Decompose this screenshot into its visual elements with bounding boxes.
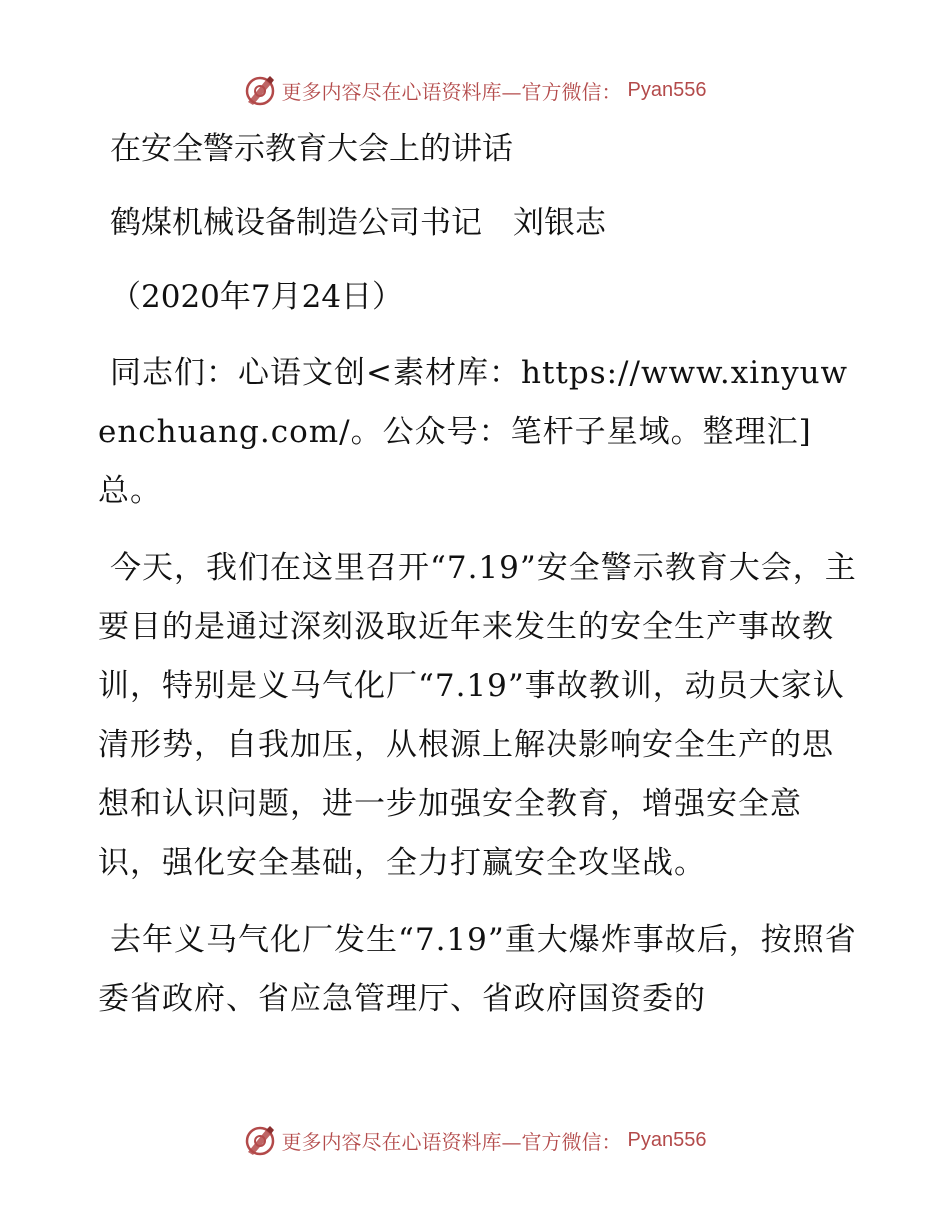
pen-logo-icon	[244, 1124, 276, 1156]
document-body	[98, 120, 858, 1029]
document-title: 在安全警示教育大会上的讲话	[110, 131, 513, 167]
watermark-text: 更多内容尽在心语资料库—官方微信：	[281, 1129, 622, 1154]
watermark-text: 更多内容尽在心语资料库—官方微信：	[281, 79, 622, 104]
document-date: （2020年7月24日）	[110, 279, 404, 315]
watermark-wechat-id: Pyan556	[627, 1128, 707, 1151]
document-author: 鹤煤机械设备制造公司书记 刘银志	[110, 205, 606, 241]
watermark-banner-top	[0, 70, 950, 110]
pen-logo-icon	[244, 74, 276, 106]
paragraph-1: 同志们：心语文创<素材库：https://www.xinyuwenchuang.com/。公众号：笔杆子星域。整理汇]总。	[98, 355, 849, 509]
watermark-wechat-id: Pyan556	[627, 78, 707, 101]
watermark-banner-bottom	[0, 1120, 950, 1160]
paragraph-3: 去年义马气化厂发生“7.19”重大爆炸事故后，按照省委省政府、省应急管理厅、省政府国资委的	[98, 922, 857, 1017]
paragraph-2: 今天，我们在这里召开“7.19”安全警示教育大会，主要目的是通过深刻汲取近年来发生的安全生产事故教训，特别是义马气化厂“7.19”事故教训，动员大家认清形势，自我加压，从根源上解决影响安全生产的思想和认识问题，进一步加强安全教育，增强安全意识，强化安全基础，全力打赢安全攻坚战。	[98, 550, 857, 881]
